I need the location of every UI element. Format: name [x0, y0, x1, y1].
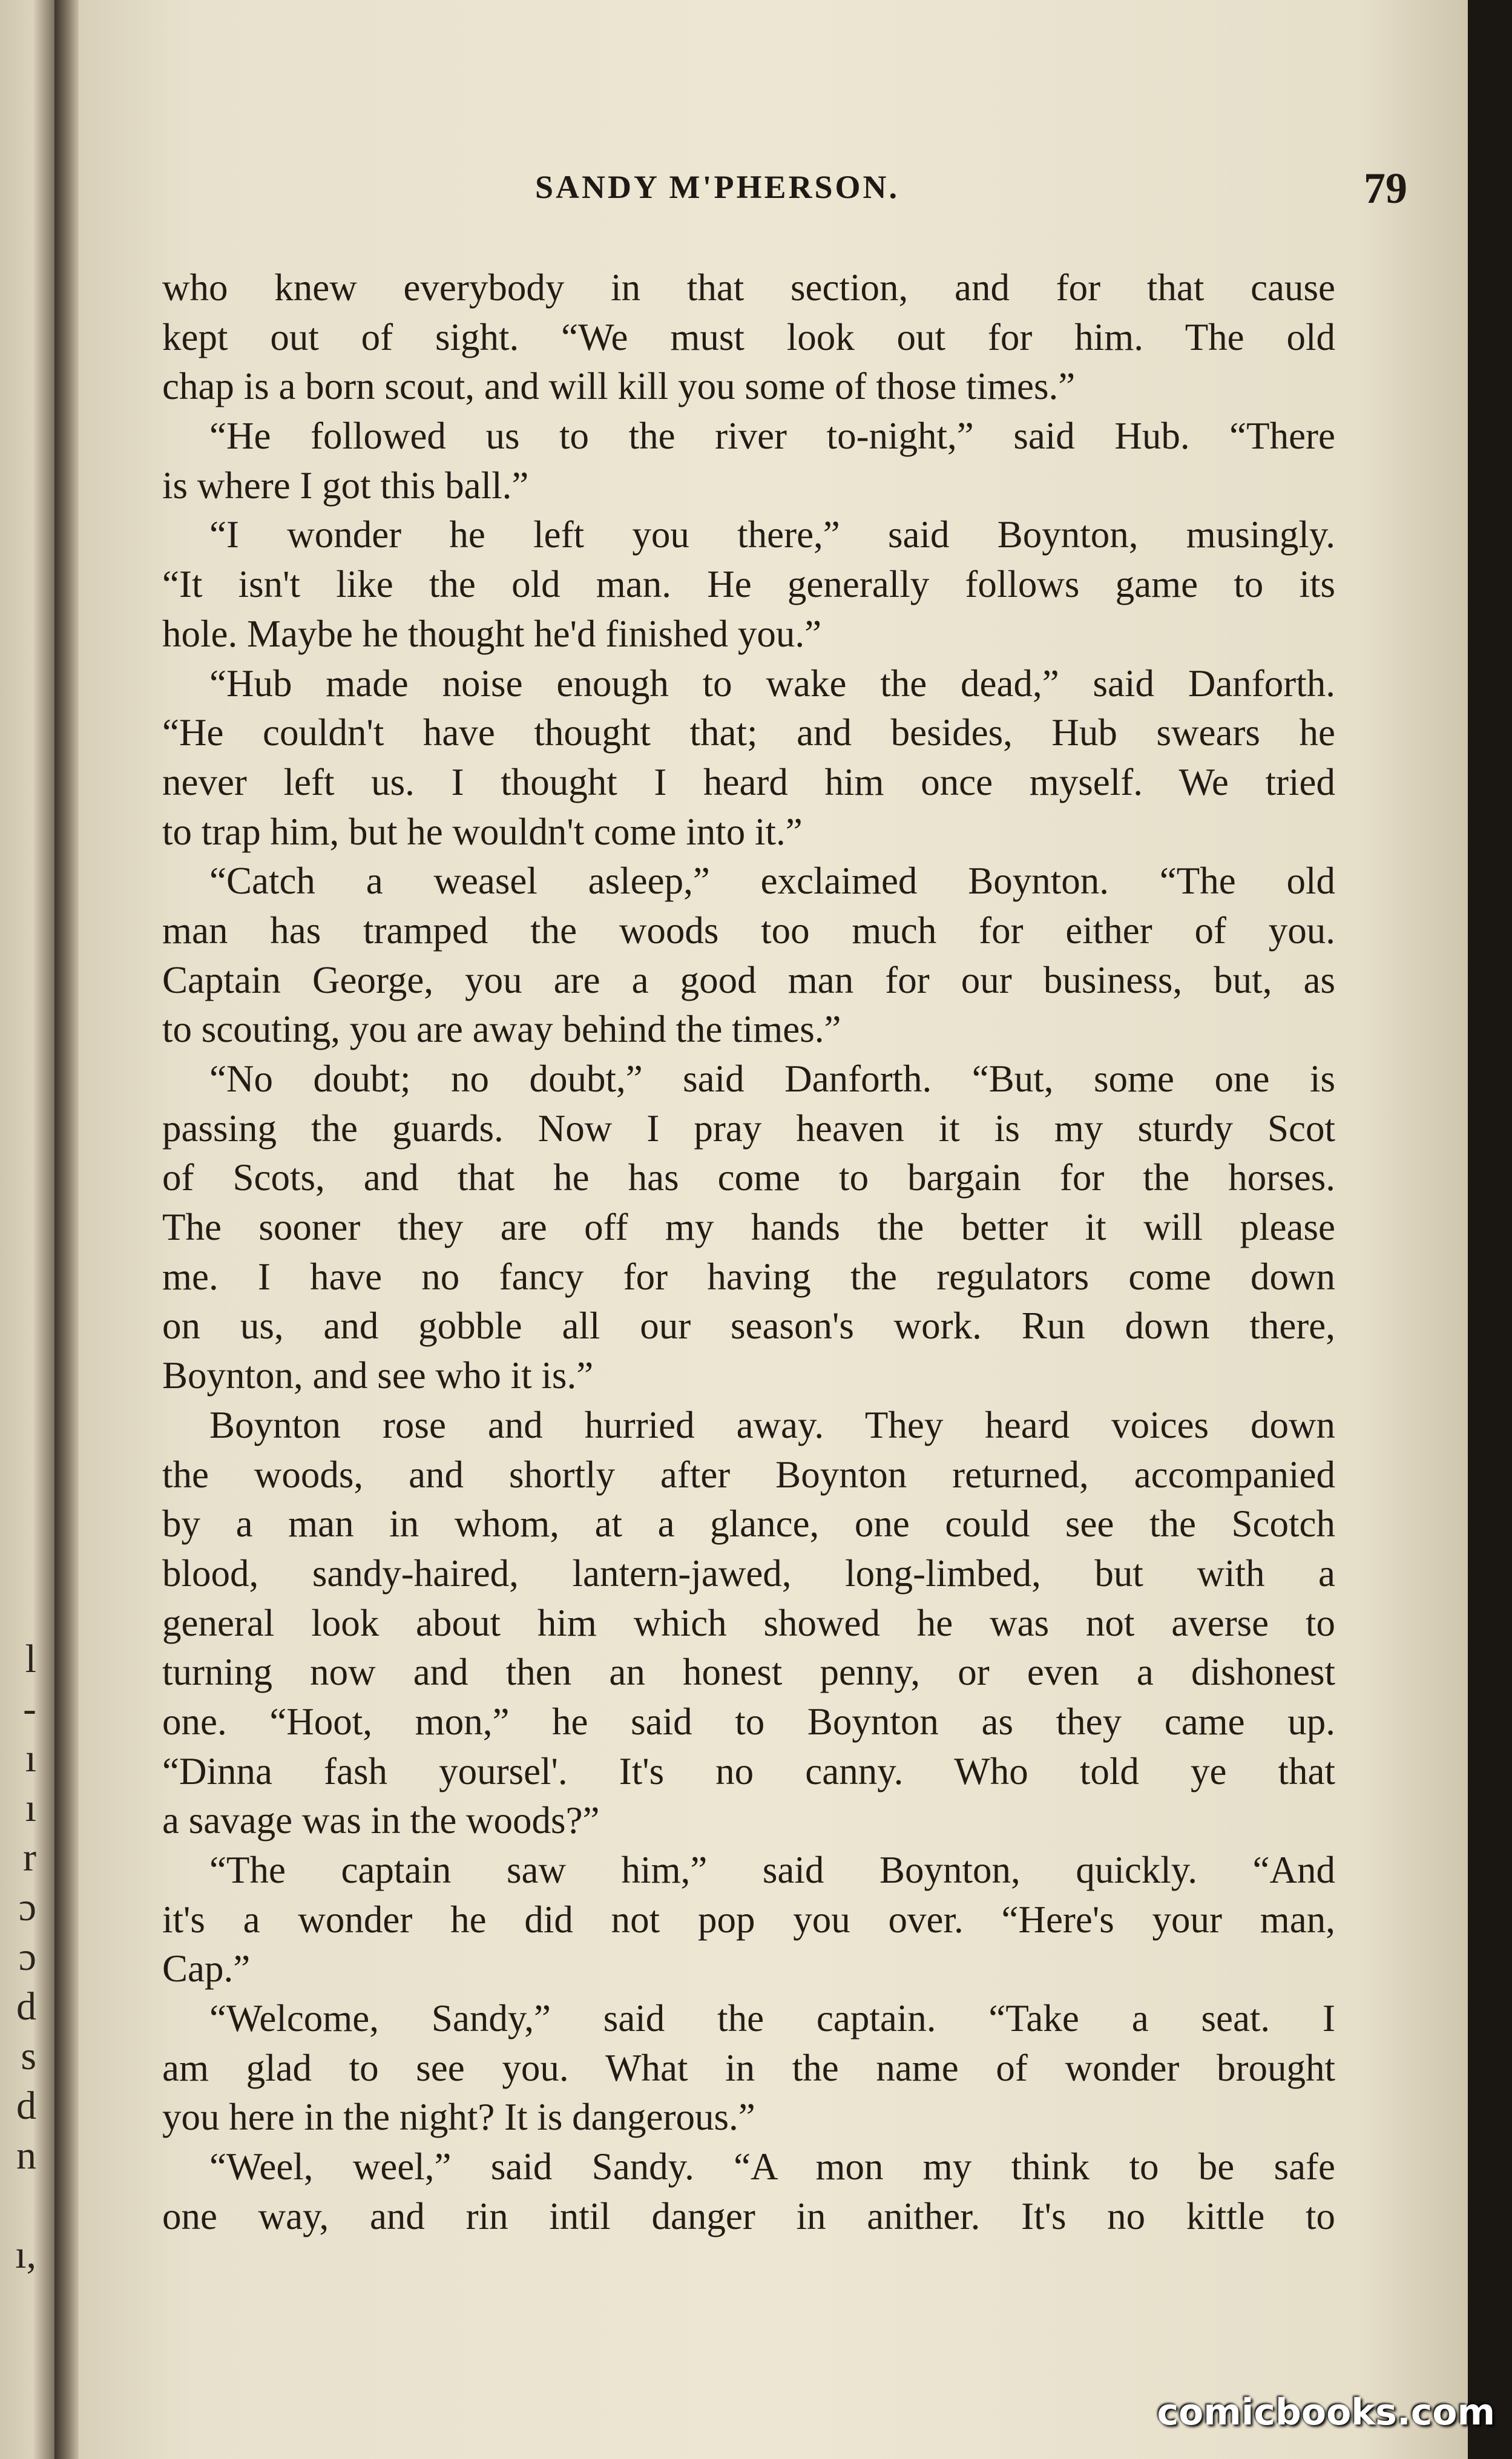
facing-page-letter: ɔ — [18, 1935, 36, 1979]
facing-page-letter: r — [23, 1835, 36, 1880]
page-number: 79 — [1364, 164, 1407, 212]
text-line: of Scots, and that he has come to bargain for the horses. — [162, 1156, 1335, 1199]
text-line: never left us. I thought I heard him once myself. We tried — [162, 760, 1335, 803]
text-line: am glad to see you. What in the name of wonder brought — [162, 2046, 1335, 2089]
watermark: comicbooks.com — [1157, 2391, 1495, 2434]
text-line: a savage was in the woods?” — [162, 1799, 600, 1842]
text-line: chap is a born scout, and will kill you some of those times.” — [162, 365, 1076, 408]
text-line: Boynton, and see who it is.” — [162, 1354, 594, 1397]
facing-page-letter: ı — [25, 1736, 36, 1780]
text-line: you here in the night? It is dangerous.” — [162, 2096, 755, 2139]
text-line: general look about him which showed he was not averse to — [162, 1601, 1335, 1644]
text-line: Cap.” — [162, 1947, 251, 1990]
running-head — [79, 163, 1468, 218]
text-line: one way, and rin intil danger in anither. It's no kittle to — [162, 2194, 1335, 2237]
text-line: me. I have no fancy for having the regulators come down — [162, 1255, 1335, 1298]
facing-page-letter: ɔ — [18, 1885, 36, 1929]
text-line: by a man in whom, at a glance, one could see the Scotch — [162, 1503, 1335, 1546]
text-line: “Catch a weasel asleep,” exclaimed Boynton. “The old — [209, 860, 1335, 903]
text-line: on us, and gobble all our season's work. Run down there, — [162, 1305, 1335, 1348]
text-line: who knew everybody in that section, and for that cause — [162, 266, 1335, 309]
text-line: “He couldn't have thought that; and besides, Hub swears he — [162, 711, 1335, 754]
facing-page-letter: ı, — [15, 2233, 36, 2277]
text-line: “The captain saw him,” said Boynton, quickly. “And — [209, 1849, 1335, 1891]
text-line: blood, sandy-haired, lantern-jawed, long-limbed, but with a — [162, 1552, 1335, 1595]
facing-page-letter: l — [25, 1637, 36, 1681]
text-line: the woods, and shortly after Boynton returned, accompanied — [162, 1453, 1335, 1496]
text-line: one. “Hoot, mon,” he said to Boynton as they came up. — [162, 1700, 1335, 1743]
text-line: “Dinna fash yoursel'. It's no canny. Who told ye that — [162, 1750, 1335, 1792]
scan-background — [1468, 0, 1512, 2459]
text-line: “Welcome, Sandy,” said the captain. “Take a seat. I — [209, 1997, 1335, 2040]
text-line: to scouting, you are away behind the times.” — [162, 1008, 841, 1051]
facing-page-letter: n — [16, 2133, 36, 2178]
text-line: passing the guards. Now I pray heaven it is my sturdy Scot — [162, 1107, 1335, 1150]
text-line: Boynton rose and hurried away. They heard voices down — [209, 1403, 1335, 1446]
facing-page-letter — [0, 2181, 36, 2230]
text-line: is where I got this ball.” — [162, 464, 529, 507]
text-line: man has tramped the woods too much for either of you. — [162, 909, 1335, 952]
text-line: The sooner they are off my hands the better it will please — [162, 1206, 1335, 1249]
facing-page-edge — [0, 0, 54, 2459]
facing-page-letter: - — [23, 1687, 36, 1731]
facing-page-letter: d — [16, 1984, 36, 2029]
body-text — [162, 263, 1335, 2242]
text-line: to trap him, but he wouldn't come into it.” — [162, 810, 803, 853]
facing-page-letter: s — [21, 2034, 36, 2078]
text-line: Captain George, you are a good man for our business, but, as — [162, 958, 1335, 1001]
text-line: it's a wonder he did not pop you over. “Here's your man, — [162, 1898, 1335, 1941]
text-line: kept out of sight. “We must look out for him. The old — [162, 315, 1335, 358]
book-page — [79, 0, 1468, 2459]
text-line: “He followed us to the river to-night,” said Hub. “There — [209, 415, 1335, 458]
facing-page-letters — [0, 1634, 36, 2280]
text-line: “Weel, weel,” said Sandy. “A mon my think to be safe — [209, 2145, 1335, 2188]
facing-page-letter: ı — [25, 1786, 36, 1830]
facing-page-letter: d — [16, 2084, 36, 2128]
text-line: hole. Maybe he thought he'd finished you.” — [162, 612, 822, 655]
text-line: “I wonder he left you there,” said Boynton, musingly. — [209, 513, 1335, 556]
text-line: “No doubt; no doubt,” said Danforth. “But, some one is — [209, 1058, 1335, 1100]
text-line: “It isn't like the old man. He generally follows game to its — [162, 563, 1335, 606]
text-line: “Hub made noise enough to wake the dead,” said Danforth. — [209, 662, 1335, 705]
running-title: SANDY M'PHERSON. — [534, 169, 900, 205]
book-gutter — [54, 0, 79, 2459]
text-line: turning now and then an honest penny, or even a dishonest — [162, 1651, 1335, 1694]
